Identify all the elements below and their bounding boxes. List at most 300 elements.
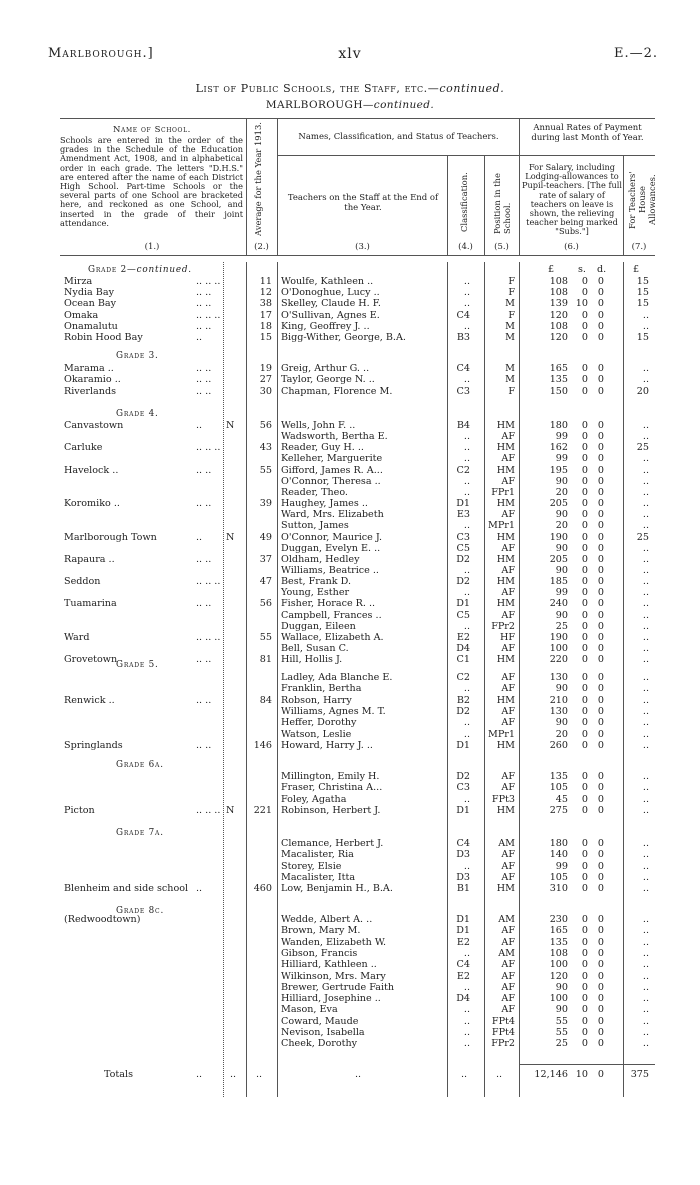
house-allowance: ..	[642, 694, 649, 706]
school-name: Ward	[64, 631, 90, 643]
salary-shillings: 0	[581, 1004, 588, 1016]
salary-pence: 0	[597, 925, 604, 937]
house-allowance: 25	[636, 531, 649, 543]
salary-pence: 0	[597, 970, 604, 982]
school-name: Marama ..	[64, 363, 114, 374]
teacher-name: Sutton, James	[281, 520, 349, 532]
col3-title: Teachers on the Staff at the End of the Year.	[287, 193, 439, 213]
totals-label: Totals	[104, 1069, 133, 1080]
house-allowance: ..	[642, 782, 649, 794]
salary-pence: 0	[597, 936, 604, 948]
position: HM	[496, 498, 515, 510]
house-allowance: ..	[642, 970, 649, 982]
totals-house: 375	[630, 1069, 649, 1080]
totals-rule	[519, 1064, 655, 1065]
house-allowance: ..	[642, 771, 649, 782]
house-allowance: ..	[642, 914, 649, 925]
classification: C4	[456, 309, 470, 321]
position: FPt4	[491, 1015, 515, 1027]
salary-pounds: 165	[549, 925, 568, 937]
totals-teacher: ..	[355, 1069, 362, 1080]
salary-pounds: 220	[549, 654, 568, 666]
teacher-name: Macalister, Itta	[281, 871, 356, 883]
school-name: Grovetown	[64, 654, 118, 666]
house-allowance: ..	[642, 793, 649, 805]
classification: D2	[456, 771, 470, 782]
totals-dots: ..	[196, 1069, 203, 1080]
salary-shillings: 0	[581, 464, 588, 476]
classification: D1	[456, 914, 470, 925]
salary-pounds: 130	[549, 705, 568, 717]
totals-dots: ..	[256, 1069, 263, 1080]
school-name: Ocean Bay	[64, 298, 117, 310]
district-high-flag: N	[226, 531, 235, 543]
school-name: Carluke	[64, 442, 103, 454]
salary-shillings: 0	[581, 970, 588, 982]
classification: ..	[463, 981, 470, 993]
school-dots: ..	[196, 531, 203, 543]
salary-shillings: 0	[581, 475, 588, 487]
teacher-name: Wedde, Albert A. ..	[281, 914, 373, 925]
house-allowance: ..	[642, 320, 649, 332]
salary-pence: 0	[597, 1038, 604, 1050]
body-vrule	[447, 262, 448, 1097]
school-name: Okaramio ..	[64, 374, 121, 386]
salary-shillings: 0	[581, 993, 588, 1005]
salary-pence: 0	[597, 782, 604, 794]
col6-number: (6.)	[564, 242, 579, 252]
teacher-name: Reader, Theo.	[281, 486, 348, 498]
house-allowance: ..	[642, 509, 649, 521]
teacher-name: Best, Frank D.	[281, 576, 352, 588]
salary-shillings: 0	[581, 643, 588, 654]
salary-shillings: 0	[581, 654, 588, 666]
position: F	[508, 287, 515, 299]
classification: C3	[456, 531, 470, 543]
classification: ..	[463, 717, 470, 729]
classification: ..	[463, 520, 470, 532]
position: AF	[501, 970, 515, 982]
school-name: Nydia Bay	[64, 287, 114, 299]
salary-pounds: 90	[555, 475, 568, 487]
average-attendance: 221	[253, 804, 272, 816]
classification: ..	[463, 564, 470, 576]
salary-pence: 0	[597, 609, 604, 621]
classification: D1	[456, 739, 470, 751]
school-dots: .. .. ..	[196, 276, 221, 287]
classification: E2	[456, 936, 470, 948]
salary-pounds: 162	[549, 442, 568, 454]
salary-shillings: 0	[581, 883, 588, 895]
totals-pounds: 12,146	[534, 1069, 568, 1080]
house-allowance: ..	[642, 1015, 649, 1027]
teacher-name: Brewer, Gertrude Faith	[281, 981, 395, 993]
salary-pence: 0	[597, 298, 604, 310]
teacher-name: Wanden, Elizabeth W.	[281, 936, 387, 948]
salary-pence: 0	[597, 542, 604, 554]
average-attendance: 27	[259, 374, 272, 386]
position: FPr1	[491, 486, 515, 498]
salary-shillings: 0	[581, 793, 588, 805]
totals-pos: ..	[496, 1069, 503, 1080]
salary-pounds: 55	[555, 1015, 568, 1027]
page-title: List of Public Schools, the Staff, etc.—continued.	[195, 82, 505, 95]
position: AF	[501, 587, 515, 599]
classification: D1	[456, 925, 470, 937]
classification: ..	[463, 1015, 470, 1027]
position: HM	[496, 464, 515, 476]
classification: ..	[463, 298, 470, 310]
col3-number: (3.)	[355, 242, 370, 252]
average-attendance: 56	[259, 420, 272, 431]
classification: ..	[463, 431, 470, 443]
col3-group-title: Names, Classification, and Status of Teachers.	[298, 132, 499, 142]
salary-pence: 0	[597, 374, 604, 386]
header-vrule	[246, 118, 247, 255]
salary-pence: 0	[597, 309, 604, 321]
teacher-name: Gibson, Francis	[281, 947, 358, 959]
classification: D2	[456, 705, 470, 717]
salary-pounds: 135	[549, 936, 568, 948]
totals-dots: ..	[230, 1069, 237, 1080]
house-allowance: 25	[636, 442, 649, 454]
house-allowance: ..	[642, 553, 649, 565]
salary-pence: 0	[597, 564, 604, 576]
position: HM	[496, 553, 515, 565]
teacher-name: Kelleher, Marguerite	[281, 453, 383, 465]
teacher-name: Skelley, Claude H. F.	[281, 298, 381, 310]
salary-pence: 0	[597, 620, 604, 632]
salary-pounds: 310	[549, 883, 568, 895]
teacher-name: Oldham, Hedley	[281, 553, 360, 565]
teacher-name: Franklin, Bertha	[281, 683, 362, 695]
classification: ..	[463, 1004, 470, 1016]
house-allowance: ..	[642, 925, 649, 937]
school-dots: .. ..	[196, 374, 212, 386]
house-allowance: ..	[642, 620, 649, 632]
house-allowance: ..	[642, 871, 649, 883]
teacher-name: Williams, Agnes M. T.	[281, 705, 386, 717]
salary-pounds: 108	[549, 276, 568, 287]
salary-shillings: 0	[581, 385, 588, 397]
position: AF	[501, 705, 515, 717]
position: AF	[501, 542, 515, 554]
salary-pounds: 99	[555, 587, 568, 599]
classification: ..	[463, 947, 470, 959]
teacher-name: Foley, Agatha	[281, 793, 347, 805]
classification: ..	[463, 860, 470, 872]
house-allowance: ..	[642, 363, 649, 374]
classification: C4	[456, 959, 470, 971]
position: AF	[501, 959, 515, 971]
position: HM	[496, 654, 515, 666]
teacher-name: Hilliard, Kathleen ..	[281, 959, 377, 971]
teacher-name: Gifford, James R. A...	[281, 464, 383, 476]
position: AM	[498, 947, 515, 959]
average-attendance: 11	[259, 276, 272, 287]
average-attendance: 55	[259, 464, 272, 476]
salary-pounds: 150	[549, 385, 568, 397]
salary-shillings: 0	[581, 431, 588, 443]
position: AF	[501, 925, 515, 937]
salary-shillings: 0	[581, 520, 588, 532]
house-allowance: ..	[642, 849, 649, 861]
salary-pounds: 100	[549, 959, 568, 971]
salary-shillings: 0	[581, 849, 588, 861]
classification: ..	[463, 1027, 470, 1038]
running-head-right: E.—2.	[613, 46, 658, 61]
salary-pounds: 20	[555, 520, 568, 532]
school-dots: .. ..	[196, 363, 212, 374]
classification: ..	[463, 793, 470, 805]
classification: C5	[456, 609, 470, 621]
house-allowance: ..	[642, 959, 649, 971]
school-name: Renwick ..	[64, 694, 115, 706]
salary-shillings: 0	[581, 838, 588, 849]
house-allowance: ..	[642, 631, 649, 643]
position: AF	[501, 643, 515, 654]
teacher-name: Macalister, Ria	[281, 849, 354, 861]
col7-title: For Teachers' House Allowances.	[627, 171, 657, 229]
salary-pence: 0	[597, 860, 604, 872]
salary-shillings: 0	[581, 631, 588, 643]
house-allowance: ..	[642, 420, 649, 431]
house-allowance: ..	[642, 598, 649, 610]
salary-pounds: 108	[549, 320, 568, 332]
salary-shillings: 0	[581, 1038, 588, 1050]
page-number: xlv	[338, 46, 362, 62]
salary-pounds: 90	[555, 609, 568, 621]
teacher-name: Ladley, Ada Blanche E.	[281, 672, 393, 683]
salary-pounds: 90	[555, 542, 568, 554]
school-name: Seddon	[64, 576, 101, 588]
teacher-name: Duggan, Eileen	[281, 620, 356, 632]
school-dots: .. ..	[196, 298, 212, 310]
salary-pounds: 180	[549, 838, 568, 849]
header-vrule	[623, 155, 624, 255]
position: AF	[501, 849, 515, 861]
salary-pence: 0	[597, 631, 604, 643]
salary-pence: 0	[597, 849, 604, 861]
average-attendance: 17	[259, 309, 272, 321]
teacher-name: Brown, Mary M.	[281, 925, 361, 937]
teacher-name: Wadsworth, Bertha E.	[281, 431, 388, 443]
school-name: Springlands	[64, 739, 123, 751]
house-allowance: ..	[642, 475, 649, 487]
school-dots: .. ..	[196, 320, 212, 332]
teacher-name: Wallace, Elizabeth A.	[281, 631, 384, 643]
salary-shillings: 0	[581, 782, 588, 794]
school-dots: .. ..	[196, 498, 212, 510]
school-name: Robin Hood Bay	[64, 332, 143, 343]
totals-cls: ..	[461, 1069, 468, 1080]
teacher-name: Heffer, Dorothy	[281, 717, 357, 729]
salary-shillings: 0	[581, 1027, 588, 1038]
position: MPr1	[488, 728, 515, 740]
teacher-name: Ward, Mrs. Elizabeth	[281, 509, 384, 521]
classification: C3	[456, 385, 470, 397]
body-vrule	[223, 262, 224, 1097]
salary-shillings: 0	[581, 309, 588, 321]
classification: ..	[463, 728, 470, 740]
position: F	[508, 309, 515, 321]
salary-pence: 0	[597, 705, 604, 717]
salary-pence: 0	[597, 771, 604, 782]
average-attendance: 30	[259, 385, 272, 397]
salary-pounds: 20	[555, 728, 568, 740]
position: AF	[501, 453, 515, 465]
salary-pounds: 130	[549, 672, 568, 683]
col4-number: (4.)	[458, 242, 473, 252]
teacher-name: Robinson, Herbert J.	[281, 804, 381, 816]
house-allowance: ..	[642, 883, 649, 895]
position: HF	[499, 631, 515, 643]
house-allowance: ..	[642, 705, 649, 717]
position: HM	[496, 739, 515, 751]
teacher-name: Haughey, James ..	[281, 498, 368, 510]
classification: ..	[463, 374, 470, 386]
salary-pounds: 90	[555, 564, 568, 576]
salary-shillings: 0	[581, 914, 588, 925]
salary-pounds: 185	[549, 576, 568, 588]
position: F	[508, 276, 515, 287]
salary-pounds: 108	[549, 947, 568, 959]
salary-pence: 0	[597, 531, 604, 543]
salary-pence: 0	[597, 553, 604, 565]
salary-pounds: 99	[555, 453, 568, 465]
school-dots: .. .. ..	[196, 804, 221, 816]
salary-pounds: 139	[549, 298, 568, 310]
house-allowance: ..	[642, 683, 649, 695]
salary-pence: 0	[597, 475, 604, 487]
teacher-name: Mason, Eva	[281, 1004, 338, 1016]
teacher-name: Williams, Beatrice ..	[281, 564, 379, 576]
school-dots: .. ..	[196, 553, 212, 565]
classification: ..	[463, 320, 470, 332]
house-allowance: 15	[636, 298, 649, 310]
house-allowance: ..	[642, 838, 649, 849]
house-allowance: ..	[642, 498, 649, 510]
salary-pounds: 120	[549, 332, 568, 343]
house-allowance: ..	[642, 936, 649, 948]
school-dots: .. .. ..	[196, 631, 221, 643]
salary-pounds: 99	[555, 860, 568, 872]
body-vrule	[519, 262, 520, 1097]
salary-shillings: 0	[581, 320, 588, 332]
salary-pence: 0	[597, 320, 604, 332]
position: FPr2	[491, 1038, 515, 1050]
salary-pence: 0	[597, 332, 604, 343]
classification: E2	[456, 631, 470, 643]
shillings-sign: s.	[578, 264, 586, 275]
house-allowance: ..	[642, 374, 649, 386]
classification: D1	[456, 804, 470, 816]
salary-pounds: 90	[555, 717, 568, 729]
salary-pounds: 190	[549, 631, 568, 643]
salary-pence: 0	[597, 654, 604, 666]
average-attendance: 460	[253, 883, 272, 895]
house-allowance: ..	[642, 542, 649, 554]
school-name: Havelock ..	[64, 464, 119, 476]
average-attendance: 12	[259, 287, 272, 299]
classification: D4	[456, 643, 470, 654]
salary-pounds: 99	[555, 431, 568, 443]
classification: C5	[456, 542, 470, 554]
school-dots: .. ..	[196, 598, 212, 610]
classification: D2	[456, 553, 470, 565]
salary-pounds: 90	[555, 1004, 568, 1016]
school-dots: ..	[196, 420, 203, 431]
house-allowance: ..	[642, 520, 649, 532]
salary-shillings: 0	[581, 871, 588, 883]
col1-description: Schools are entered in the order of the grades in the Schedule of the Education Amendment Act, 1908, and in alphabetical order in each grade. The letters "D.H.S." are entered after the name of each District High School. Part-time Schools or the several parts of one School are bracketed here, and reckoned as one School, and inserted in the grade of their joint attendance.	[60, 135, 243, 228]
position: HM	[496, 883, 515, 895]
classification: ..	[463, 453, 470, 465]
col2-title: Average for the Year 1913.	[253, 122, 263, 236]
salary-pounds: 20	[555, 486, 568, 498]
salary-pence: 0	[597, 363, 604, 374]
salary-pence: 0	[597, 287, 604, 299]
position: AF	[501, 431, 515, 443]
house-allowance: ..	[642, 453, 649, 465]
salary-shillings: 0	[581, 576, 588, 588]
house-allowance: ..	[642, 993, 649, 1005]
teacher-name: Low, Benjamin H., B.A.	[281, 883, 393, 895]
grade-heading: Grade 2—continued.	[88, 265, 192, 275]
house-allowance: ..	[642, 654, 649, 666]
salary-shillings: 10	[575, 298, 588, 310]
salary-shillings: 0	[581, 509, 588, 521]
salary-pounds: 240	[549, 598, 568, 610]
salary-shillings: 0	[581, 442, 588, 454]
col5-number: (5.)	[494, 242, 509, 252]
teacher-name: Taylor, George N. ..	[281, 374, 375, 386]
position: M	[505, 374, 515, 386]
classification: D3	[456, 871, 470, 883]
position: HM	[496, 576, 515, 588]
salary-pounds: 140	[549, 849, 568, 861]
teacher-name: O'Connor, Maurice J.	[281, 531, 383, 543]
salary-pence: 0	[597, 728, 604, 740]
school-name: Canvastown	[64, 420, 124, 431]
running-head-left: Marlborough.]	[48, 46, 154, 61]
salary-pence: 0	[597, 959, 604, 971]
header-vrule	[447, 155, 448, 255]
teacher-name: Hill, Hollis J.	[281, 654, 343, 666]
district-high-flag: N	[226, 804, 235, 816]
col1-title: Name of School.	[113, 125, 191, 135]
col1-number: (1.)	[144, 242, 160, 252]
salary-shillings: 0	[581, 804, 588, 816]
school-dots: .. ..	[196, 287, 212, 299]
salary-pence: 0	[597, 431, 604, 443]
salary-pounds: 100	[549, 993, 568, 1005]
average-attendance: 43	[259, 442, 272, 454]
salary-shillings: 0	[581, 542, 588, 554]
salary-pence: 0	[597, 520, 604, 532]
house-allowance: 15	[636, 332, 649, 343]
body-vrule	[246, 262, 247, 1097]
school-name: Marlborough Town	[64, 531, 157, 543]
teacher-name: Wells, John F. ..	[281, 420, 356, 431]
position: AF	[501, 771, 515, 782]
house-allowance: ..	[642, 672, 649, 683]
classification: C3	[456, 782, 470, 794]
house-allowance: ..	[642, 464, 649, 476]
salary-shillings: 0	[581, 453, 588, 465]
salary-pounds: 45	[555, 793, 568, 805]
classification: D1	[456, 598, 470, 610]
